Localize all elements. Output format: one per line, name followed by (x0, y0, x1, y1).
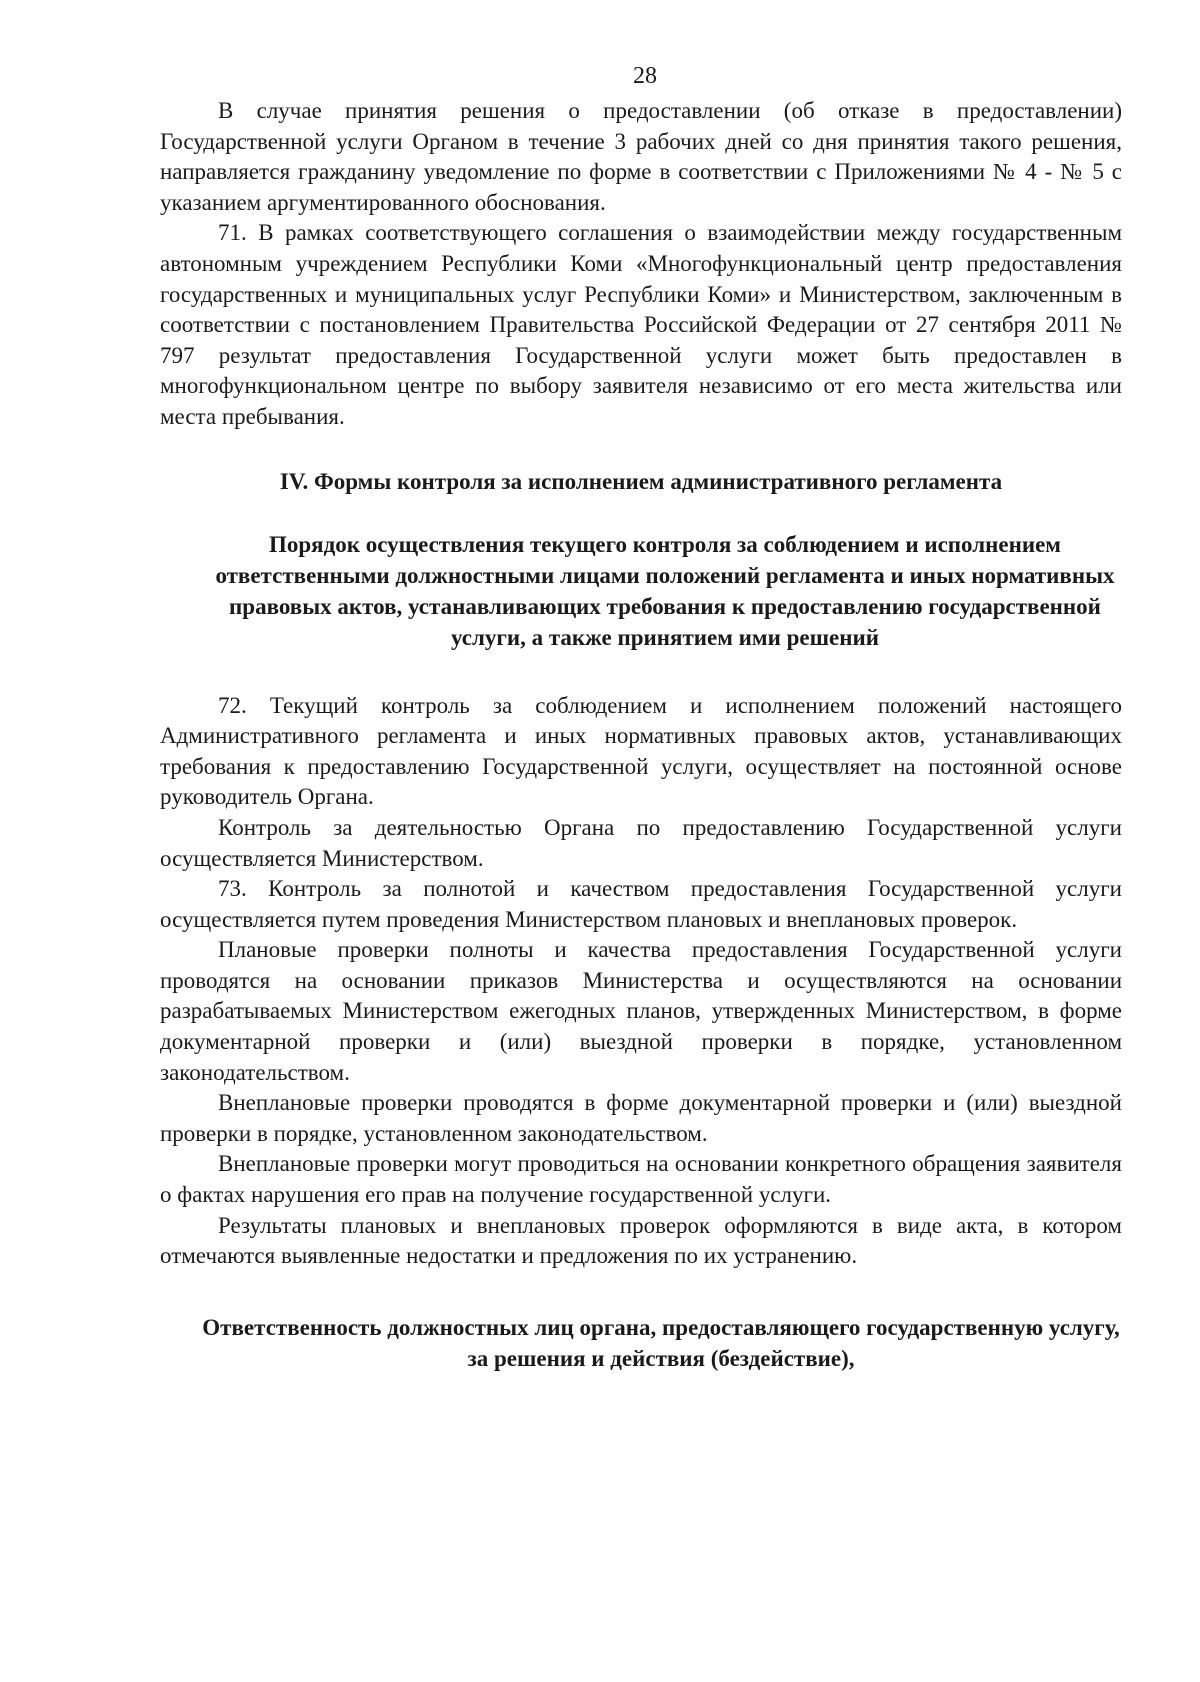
section-paragraphs (160, 691, 1122, 1272)
paragraph-72: 72. Текущий контроль за соблюдением и исполнением положений настоящего Административного регламента и иных нормативных правовых актов, устанавливающих требования к предоставлению Государственной услуги, осуществляет на постоянной основе руководитель Органа. (160, 692, 1122, 810)
subsection-2-title: Ответственность должностных лиц органа, предоставляющего государственную услугу, за решения и действия (бездействие), (202, 1314, 1120, 1371)
paragraph-check-results: Результаты плановых и внеплановых проверок оформляются в виде акта, в котором отмечаются выявленные недостатки и предложения по их устранению. (160, 1212, 1122, 1269)
subsection-title: Порядок осуществления текущего контроля за соблюдением и исполнением ответственными должностными лицами положений регламента и иных нормативных правовых актов, устанавливающих требования к предоставлению государственной услуги, а также принятием ими решений (215, 531, 1115, 650)
paragraph-control-ministry: Контроль за деятельностью Органа по предоставлению Государственной услуги осуществляется Министерством. (160, 814, 1122, 871)
paragraph-refusal-notice: В случае принятия решения о предоставлении (об отказе в предоставлении) Государственной услуги Органом в течение 3 рабочих дней со дня принятия такого решения, направляется гражданину уведомление по форме в соответствии с Приложениями № 4 - № 5 с указанием аргументированного обоснования. (160, 98, 1122, 215)
paragraph-planned-checks: Плановые проверки полноты и качества предоставления Государственной услуги проводятся на основании приказов Министерства и осуществляются на основании разрабатываемых Министерством ежегодных планов, утвержденных Министерством, в форме документарной проверки и (или) выездной проверки в порядке, установленном законодательством. (160, 937, 1122, 1085)
paragraph-73: 73. Контроль за полнотой и качеством предоставления Государственной услуги осуществляется путем проведения Министерством плановых и внеплановых проверок. (160, 876, 1122, 932)
document-body (160, 96, 1122, 1374)
paragraph-unplanned-checks-basis: Внеплановые проверки могут проводиться на основании конкретного обращения заявителя о фактах нарушения его прав на получение государственной услуги. (160, 1151, 1122, 1208)
paragraph-unplanned-checks-form: Внеплановые проверки проводятся в форме документарной проверки и (или) выездной проверки в порядке, установленном законодательством. (160, 1090, 1122, 1146)
paragraph-71: 71. В рамках соответствующего соглашения о взаимодействии между государственным автономным учреждением Республики Коми «Многофункциональный центр предоставления государственных и муниципальных услуг Республики Коми» и Министерством, заключенным в соответствии с постановлением Правительства Российской Федерации от 27 сентября 2011 № 797 результат предоставления Государственной услуги может быть предоставлен в многофункциональном центре по выбору заявителя независимо от его места жительства или места пребывания. (160, 220, 1122, 429)
page-number: 28 (633, 63, 657, 89)
section-title: IV. Формы контроля за исполнением административного регламента (279, 468, 1003, 494)
